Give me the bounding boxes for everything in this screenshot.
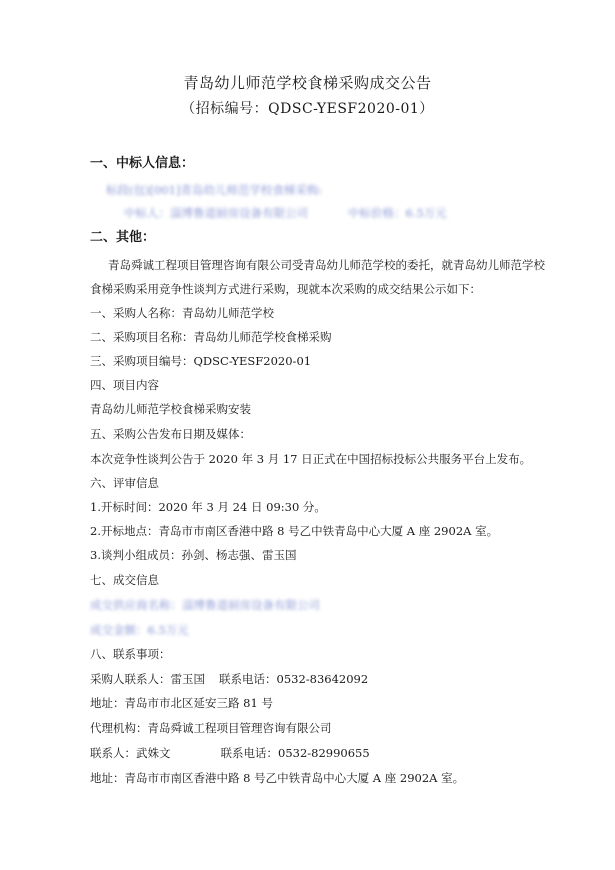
agency-address: 地址：青岛市市南区香港中路 8 号乙中铁青岛中心大厦 A 座 2902A 室。 (90, 771, 465, 785)
agency-contact-person: 联系人：武姝文 (90, 746, 171, 760)
item-content-heading: 四、项目内容 (90, 378, 159, 392)
buyer-contact-line (90, 671, 368, 687)
item-deal-heading: 七、成交信息 (90, 573, 159, 587)
intro-paragraph-line-1: 青岛舜诚工程项目管理咨询有限公司受青岛幼儿师范学校的委托，就青岛幼儿师范学校 (108, 258, 545, 272)
deal-supplier: 成交供应商名称：淄博鲁道厨房设备有限公司 (90, 598, 320, 612)
section-heading-winner: 一、中标人信息： (90, 156, 195, 171)
item-buyer-name: 一、采购人名称：青岛幼儿师范学校 (90, 306, 274, 320)
deal-amount: 成交金额：6.5万元 (90, 623, 189, 637)
winner-amount: 中标价格：6.5万元 (348, 206, 447, 220)
item-project-number: 三、采购项目编号：QDSC-YESF2020-01 (90, 354, 312, 368)
item-publish-heading: 五、采购公告发布日期及媒体： (90, 427, 251, 441)
winner-info-line (124, 205, 447, 221)
item-content: 青岛幼儿师范学校食梯采购安装 (90, 402, 251, 416)
agency-contact-line (90, 745, 370, 761)
review-panel-members: 3.谈判小组成员：孙剑、杨志强、雷玉国 (90, 548, 297, 562)
item-contact-heading: 八、联系事项： (90, 647, 171, 661)
winner-name: 中标人：淄博鲁道厨房设备有限公司 (124, 206, 308, 220)
document-title: 青岛幼儿师范学校食梯采购成交公告 (183, 74, 432, 92)
item-publish-info: 本次竞争性谈判公告于 2020 年 3 月 17 日正式在中国招标投标公共服务平台上发布。 (90, 452, 532, 466)
item-review-heading: 六、评审信息 (90, 476, 159, 490)
section-heading-other: 二、其他： (90, 230, 156, 245)
item-project-name: 二、采购项目名称：青岛幼儿师范学校食梯采购 (90, 330, 332, 344)
buyer-address: 地址：青岛市市北区延安三路 81 号 (90, 696, 273, 710)
winner-lot-line: 标段(包)[001]青岛幼儿师范学校食梯采购: (106, 183, 323, 197)
review-open-time: 1.开标时间：2020 年 3 月 24 日 09:30 分。 (90, 500, 326, 514)
intro-paragraph-line-2: 食梯采购采用竞争性谈判方式进行采购，现就本次采购的成交结果公示如下： (90, 282, 481, 296)
buyer-contact-person: 采购人联系人：雷玉国 (90, 672, 205, 686)
document-subtitle: （招标编号：QDSC-YESF2020-01） (181, 101, 434, 117)
review-open-location: 2.开标地点：青岛市市南区香港中路 8 号乙中铁青岛中心大厦 A 座 2902A 室。 (90, 524, 499, 538)
agency-contact-phone: 联系电话：0532-82990655 (220, 746, 370, 760)
agency-name: 代理机构：青岛舜诚工程项目管理咨询有限公司 (90, 721, 332, 735)
buyer-contact-phone: 联系电话：0532-83642092 (219, 672, 369, 686)
